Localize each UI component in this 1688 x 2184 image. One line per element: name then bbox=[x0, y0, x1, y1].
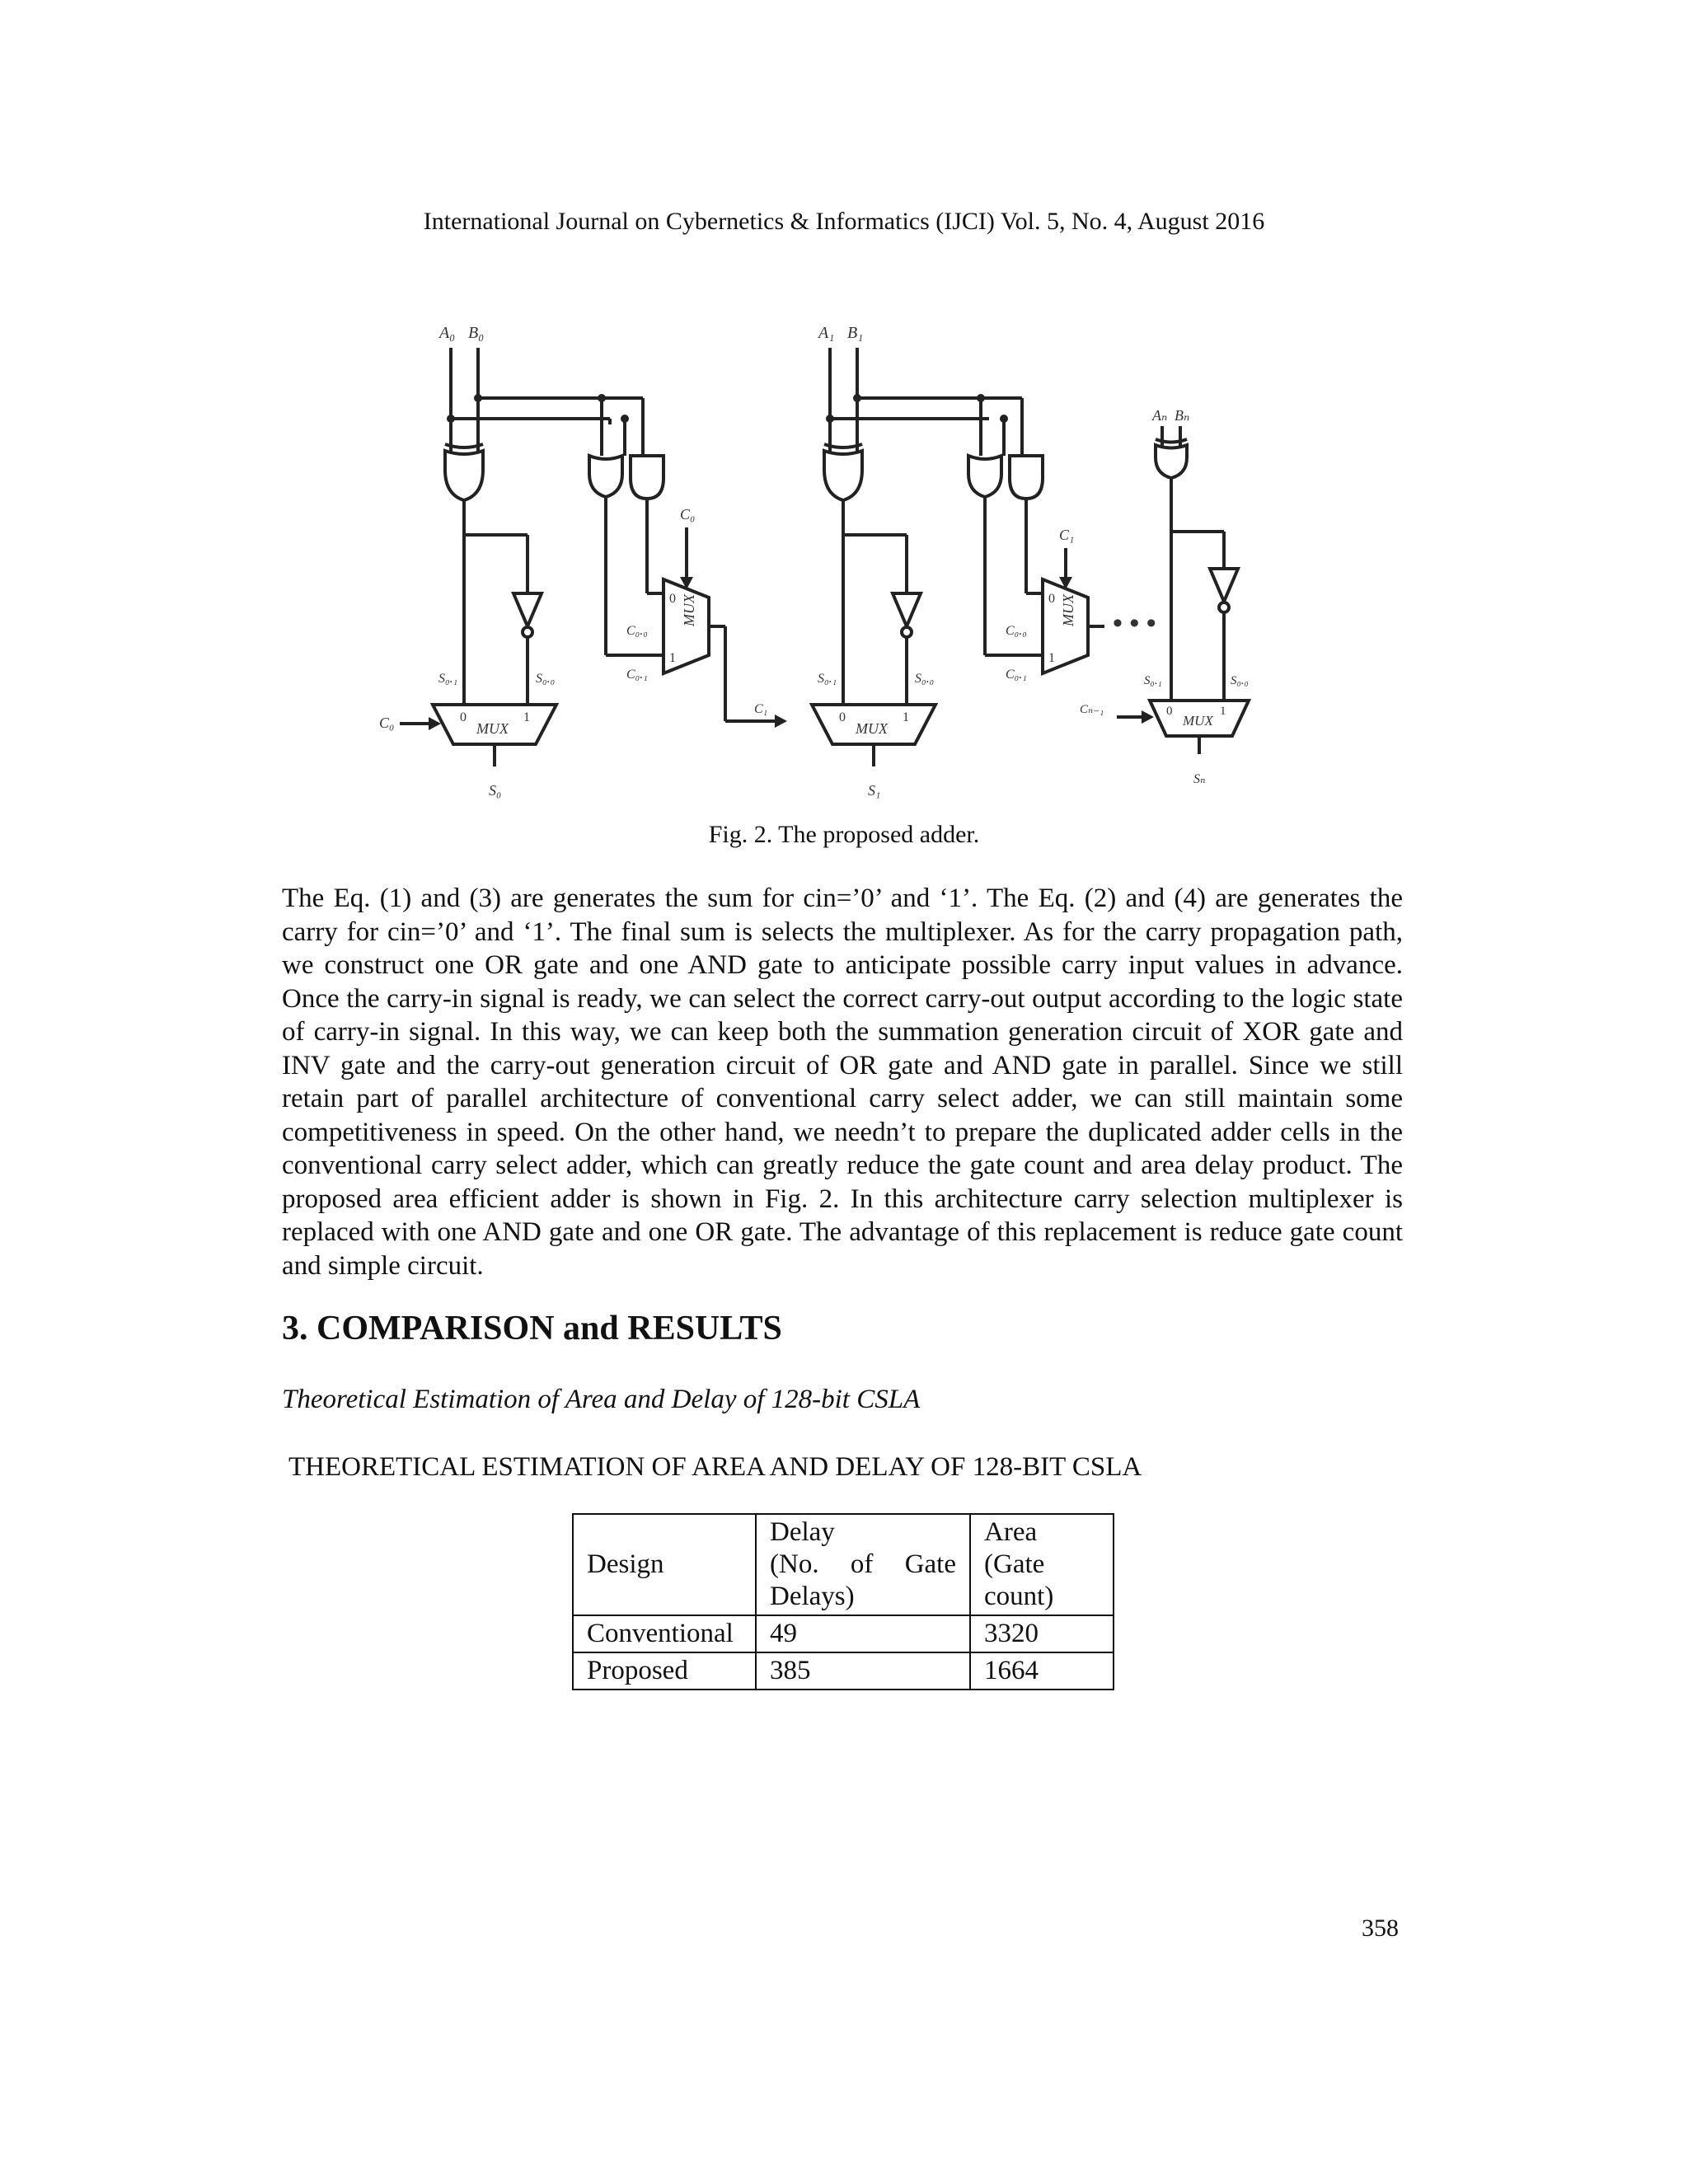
xor-gate-1 bbox=[824, 451, 862, 500]
svg-text:MUX: MUX bbox=[856, 720, 888, 737]
label-c1-top: C₁ bbox=[1059, 527, 1075, 543]
and-gate-0 bbox=[631, 456, 663, 499]
xor-gate-n bbox=[1156, 445, 1187, 478]
svg-text:C₀.₁: C₀.₁ bbox=[1006, 668, 1027, 682]
svg-text:S₀.₁: S₀.₁ bbox=[1144, 674, 1162, 687]
header-design: Design bbox=[573, 1514, 756, 1615]
svg-text:S₁: S₁ bbox=[868, 782, 881, 799]
subsection-heading: Theoretical Estimation of Area and Delay of 128-bit CSLA bbox=[282, 1385, 921, 1414]
svg-text:Sₙ: Sₙ bbox=[1193, 772, 1206, 786]
svg-text:C₀.₀: C₀.₀ bbox=[1006, 624, 1027, 638]
svg-text:0: 0 bbox=[839, 710, 846, 724]
table-caption: THEORETICAL ESTIMATION OF AREA AND DELAY OF 128-BIT CSLA bbox=[288, 1452, 1142, 1482]
header-area-line2: (Gate bbox=[984, 1549, 1045, 1579]
comparison-table bbox=[572, 1513, 1114, 1690]
or-gate-0 bbox=[589, 456, 622, 497]
svg-text:0: 0 bbox=[1166, 705, 1173, 718]
inverter-1 bbox=[893, 593, 921, 626]
svg-text:1: 1 bbox=[903, 710, 909, 724]
label-c0-top: C₀ bbox=[680, 506, 696, 523]
label-bn: Bₙ bbox=[1175, 407, 1190, 424]
continuation-dots: • • • bbox=[1113, 608, 1156, 639]
cell-design: Proposed bbox=[573, 1652, 756, 1690]
header-area-line3: count) bbox=[984, 1582, 1054, 1611]
svg-text:S₀.₀: S₀.₀ bbox=[536, 672, 556, 686]
svg-text:S₀.₁: S₀.₁ bbox=[818, 672, 837, 686]
cell-design: Conventional bbox=[573, 1615, 756, 1652]
block-n bbox=[1080, 407, 1249, 786]
label-an: Aₙ bbox=[1152, 407, 1168, 424]
table-header-row bbox=[573, 1514, 1114, 1615]
svg-text:S₀.₀: S₀.₀ bbox=[1231, 674, 1249, 687]
svg-text:MUX: MUX bbox=[1060, 594, 1076, 626]
page-number: 358 bbox=[1362, 1915, 1399, 1942]
svg-text:MUX: MUX bbox=[476, 720, 509, 737]
header-delay-line1: Delay bbox=[770, 1517, 835, 1547]
header-delay bbox=[756, 1514, 970, 1615]
svg-text:S₀: S₀ bbox=[489, 782, 502, 799]
xor-gate-0 bbox=[445, 451, 483, 500]
svg-text:1: 1 bbox=[669, 651, 676, 665]
inverter-0 bbox=[513, 593, 542, 626]
svg-text:MUX: MUX bbox=[681, 594, 697, 626]
label-b1: B₁ bbox=[847, 324, 864, 342]
svg-text:Cₙ₋₁: Cₙ₋₁ bbox=[1080, 703, 1104, 716]
cell-delay: 385 bbox=[756, 1652, 970, 1690]
svg-text:0: 0 bbox=[669, 592, 676, 606]
label-b0: B₀ bbox=[468, 324, 485, 342]
cell-delay: 49 bbox=[756, 1615, 970, 1652]
cell-area: 1664 bbox=[970, 1652, 1114, 1690]
svg-text:C₀: C₀ bbox=[379, 715, 395, 731]
header-area-line1: Area bbox=[984, 1517, 1038, 1547]
adder-figure bbox=[363, 309, 1376, 812]
svg-text:0: 0 bbox=[1048, 592, 1055, 606]
table-row bbox=[573, 1615, 1114, 1652]
svg-text:S₀.₁: S₀.₁ bbox=[438, 672, 458, 686]
svg-text:C₁: C₁ bbox=[754, 702, 768, 716]
svg-text:0: 0 bbox=[460, 710, 467, 724]
label-a1: A₁ bbox=[818, 324, 835, 342]
label-a0: A₀ bbox=[439, 324, 456, 342]
svg-text:1: 1 bbox=[1048, 651, 1055, 665]
cell-area: 3320 bbox=[970, 1615, 1114, 1652]
adder-circuit-diagram bbox=[363, 309, 1376, 812]
or-gate-1 bbox=[968, 456, 1001, 497]
body-paragraph: The Eq. (1) and (3) are generates the sum for cin=’0’ and ‘1’. The Eq. (2) and (4) are generates the carry for cin=’0’ and ‘1’. The final sum is selects the multiplexer. As for the carry propagation path, we construct one OR gate and one AND gate to anticipate possible carry input values in advance. Once the carry-in signal is ready, we can select the correct carry-out output according to the logic state of carry-in signal. In this way, we can keep both the summation generation circuit of XOR gate and INV gate and the carry-out generation circuit of OR gate and AND gate in parallel. Since we still retain part of parallel architecture of conventional carry select adder, we can still maintain some competitiveness in speed. On the other hand, we needn’t to prepare the duplicated adder cells in the conventional carry select adder, which can greatly reduce the gate count and area delay product. The proposed area efficient adder is shown in Fig. 2. In this architecture carry selection multiplexer is replaced with one AND gate and one OR gate. The advantage of this replacement is reduce gate count and simple circuit. bbox=[282, 883, 1403, 1281]
svg-text:1: 1 bbox=[1220, 705, 1226, 718]
inverter-n bbox=[1210, 569, 1238, 602]
header-delay-line3: Delays) bbox=[770, 1582, 855, 1611]
journal-header: International Journal on Cybernetics & Informatics (IJCI) Vol. 5, No. 4, August 2016 bbox=[423, 208, 1265, 235]
block-0 bbox=[379, 324, 787, 799]
svg-text:MUX: MUX bbox=[1183, 713, 1213, 729]
header-area bbox=[970, 1514, 1114, 1615]
svg-text:1: 1 bbox=[523, 710, 530, 724]
svg-text:C₀.₀: C₀.₀ bbox=[626, 624, 648, 638]
and-gate-1 bbox=[1010, 456, 1043, 499]
section-heading: 3. COMPARISON and RESULTS bbox=[282, 1310, 782, 1347]
block-1 bbox=[812, 324, 1156, 799]
header-delay-line2: (No. of Gate bbox=[770, 1549, 956, 1579]
svg-text:S₀.₀: S₀.₀ bbox=[915, 672, 935, 686]
table-row bbox=[573, 1652, 1114, 1690]
figure-caption: Fig. 2. The proposed adder. bbox=[708, 821, 980, 848]
svg-text:C₀.₁: C₀.₁ bbox=[626, 668, 648, 682]
